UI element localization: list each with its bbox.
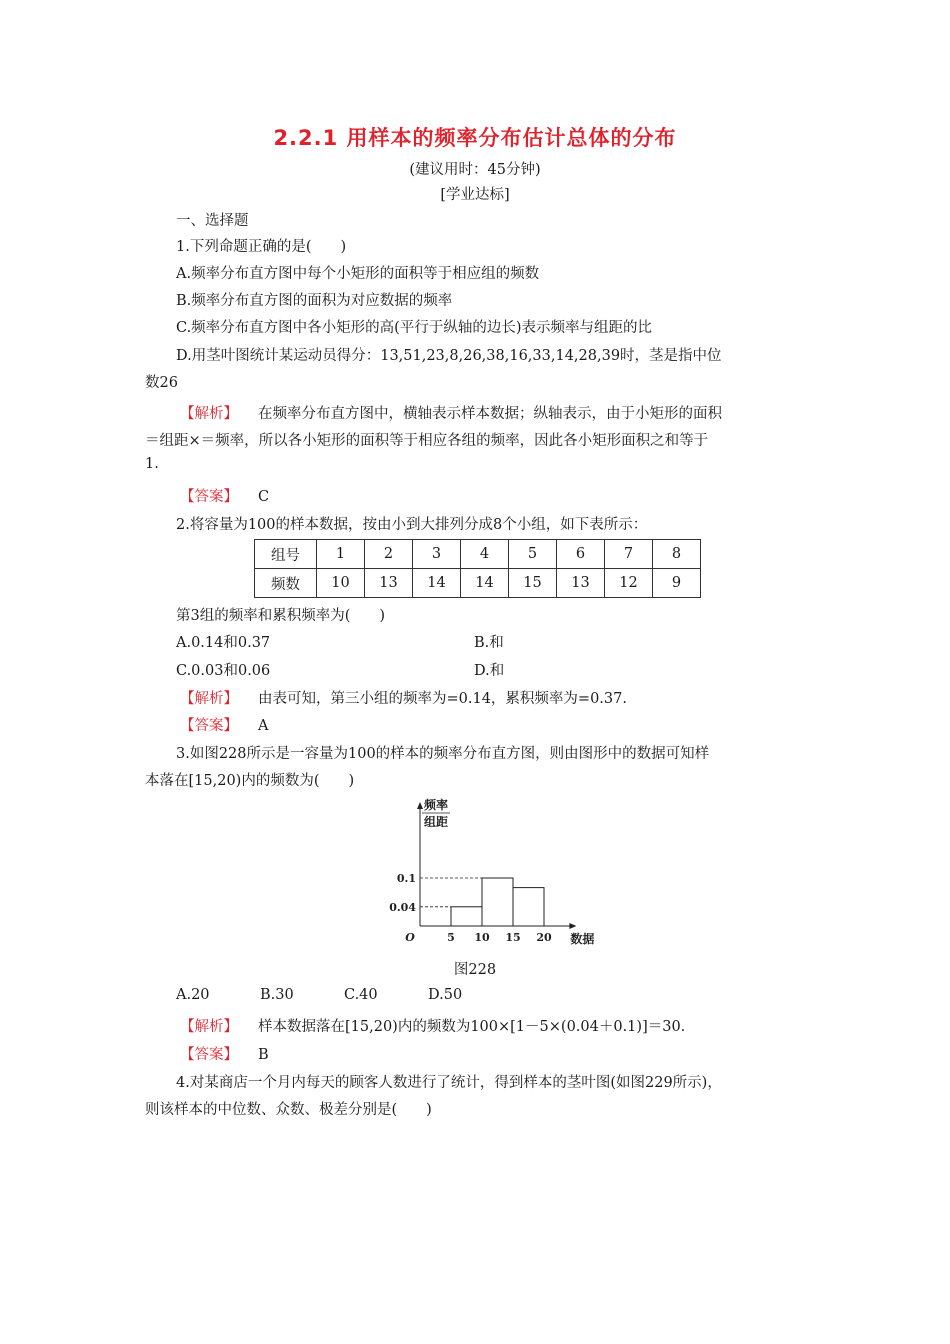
y-axis-label-denominator: 组距 xyxy=(423,815,449,829)
y-axis-arrow xyxy=(417,802,423,809)
q1-analysis-text: 在频率分布直方图中，横轴表示样本数据；纵轴表示，由于小矩形的面积 xyxy=(258,406,722,422)
histogram-bar xyxy=(451,907,482,926)
page-title: 2.2.1 用样本的频率分布估计总体的分布 xyxy=(273,126,677,150)
q2-analysis xyxy=(180,687,627,708)
table-cell: 2 xyxy=(365,540,413,569)
table-cell: 6 xyxy=(557,540,605,569)
table-cell: 8 xyxy=(653,540,701,569)
x-tick-label: 15 xyxy=(505,931,521,944)
q1-analysis xyxy=(180,402,722,423)
q2-answer-value: A xyxy=(258,718,269,734)
table-cell: 10 xyxy=(317,569,365,598)
table-header-cell: 频数 xyxy=(255,569,317,598)
q2-option-d: D.和 xyxy=(474,663,505,679)
q3-stem: 3.如图228所示是一容量为100的样本的频率分布直方图，则由图形中的数据可知样 xyxy=(176,746,710,762)
x-tick-label: 10 xyxy=(474,931,490,944)
q3-analysis xyxy=(180,1015,685,1036)
table-cell: 13 xyxy=(365,569,413,598)
answer-tag: 【答案】 xyxy=(180,489,238,505)
x-tick-label: 20 xyxy=(536,931,552,944)
q3-answer-value: B xyxy=(258,1047,269,1063)
q3-stem-cont: 本落在[15,20)内的频数为( ) xyxy=(145,773,355,789)
q3-analysis-text: 样本数据落在[15,20)内的频数为100×[1－5×(0.04＋0.1)]＝30. xyxy=(258,1019,686,1035)
q2-option-a: A.0.14和0.37 xyxy=(176,635,271,651)
table-cell: 15 xyxy=(509,569,557,598)
frequency-histogram xyxy=(386,796,606,956)
q3-option-c: C.40 xyxy=(344,987,378,1003)
q1-option-d: D.用茎叶图统计某运动员得分：13,51,23,8,26,38,16,33,14,28,39时，茎是指中位 xyxy=(176,348,722,364)
q2-options-row1 xyxy=(176,631,776,652)
q2-option-b: B.和 xyxy=(474,635,504,651)
histogram-bar xyxy=(513,888,544,926)
table-row xyxy=(255,569,701,598)
q1-analysis-line3: 1. xyxy=(145,456,159,472)
x-axis-arrow xyxy=(569,923,576,929)
q2-option-c: C.0.03和0.06 xyxy=(176,663,271,679)
q3-option-d: D.50 xyxy=(428,987,463,1003)
y-tick-label: 0.1 xyxy=(396,872,416,885)
q3-option-a: A.20 xyxy=(176,987,210,1003)
q1-option-d-cont: 数26 xyxy=(145,375,178,391)
q1-answer xyxy=(180,485,269,506)
analysis-tag: 【解析】 xyxy=(180,691,238,707)
frequency-table xyxy=(254,539,701,598)
q2-analysis-text: 由表可知，第三小组的频率为=0.14，累积频率为=0.37. xyxy=(258,691,627,707)
analysis-tag: 【解析】 xyxy=(180,1019,238,1035)
table-cell: 5 xyxy=(509,540,557,569)
q1-stem: 1.下列命题正确的是( ) xyxy=(176,239,347,255)
q1-option-c: C.频率分布直方图中各小矩形的高(平行于纵轴的边长)表示频率与组距的比 xyxy=(176,320,652,336)
q2-stem: 2.将容量为100的样本数据，按由小到大排列分成8个小组，如下表所示： xyxy=(176,517,648,533)
q4-stem-cont: 则该样本的中位数、众数、极差分别是( ) xyxy=(145,1102,432,1118)
y-tick-label: 0.04 xyxy=(389,900,416,914)
q1-analysis-line2: ＝组距×＝频率，所以各小矩形的面积等于相应各组的频率，因此各小矩形面积之和等于 xyxy=(145,433,709,449)
q3-option-b: B.30 xyxy=(260,987,294,1003)
table-header-cell: 组号 xyxy=(255,540,317,569)
section-heading: 一、选择题 xyxy=(176,213,249,229)
table-cell: 13 xyxy=(557,569,605,598)
table-cell: 14 xyxy=(413,569,461,598)
q2-options-row2 xyxy=(176,659,776,680)
analysis-tag: 【解析】 xyxy=(180,406,238,422)
section-label: [学业达标] xyxy=(440,187,510,203)
q3-answer xyxy=(180,1043,269,1064)
table-cell: 9 xyxy=(653,569,701,598)
histogram-bar xyxy=(482,878,513,926)
q1-answer-value: C xyxy=(258,489,270,505)
table-cell: 7 xyxy=(605,540,653,569)
table-cell: 12 xyxy=(605,569,653,598)
suggested-time: (建议用时：45分钟) xyxy=(409,162,541,178)
table-cell: 1 xyxy=(317,540,365,569)
table-row xyxy=(255,540,701,569)
origin-label: O xyxy=(405,931,415,944)
q4-stem: 4.对某商店一个月内每天的顾客人数进行了统计，得到样本的茎叶图(如图229所示)， xyxy=(176,1075,722,1091)
q3-options xyxy=(176,987,462,1003)
answer-tag: 【答案】 xyxy=(180,1047,238,1063)
table-cell: 14 xyxy=(461,569,509,598)
figure-caption: 图228 xyxy=(453,962,497,978)
q1-option-b: B.频率分布直方图的面积为对应数据的频率 xyxy=(176,293,453,309)
answer-tag: 【答案】 xyxy=(180,718,238,734)
q1-option-a: A.频率分布直方图中每个小矩形的面积等于相应组的频数 xyxy=(176,266,540,282)
q2-question: 第3组的频率和累积频率为( ) xyxy=(176,608,386,624)
x-axis-label: 数据 xyxy=(570,932,595,946)
y-axis-label-numerator: 频率 xyxy=(423,798,449,812)
x-tick-label: 5 xyxy=(447,931,455,944)
table-cell: 4 xyxy=(461,540,509,569)
q2-answer xyxy=(180,714,268,735)
table-cell: 3 xyxy=(413,540,461,569)
